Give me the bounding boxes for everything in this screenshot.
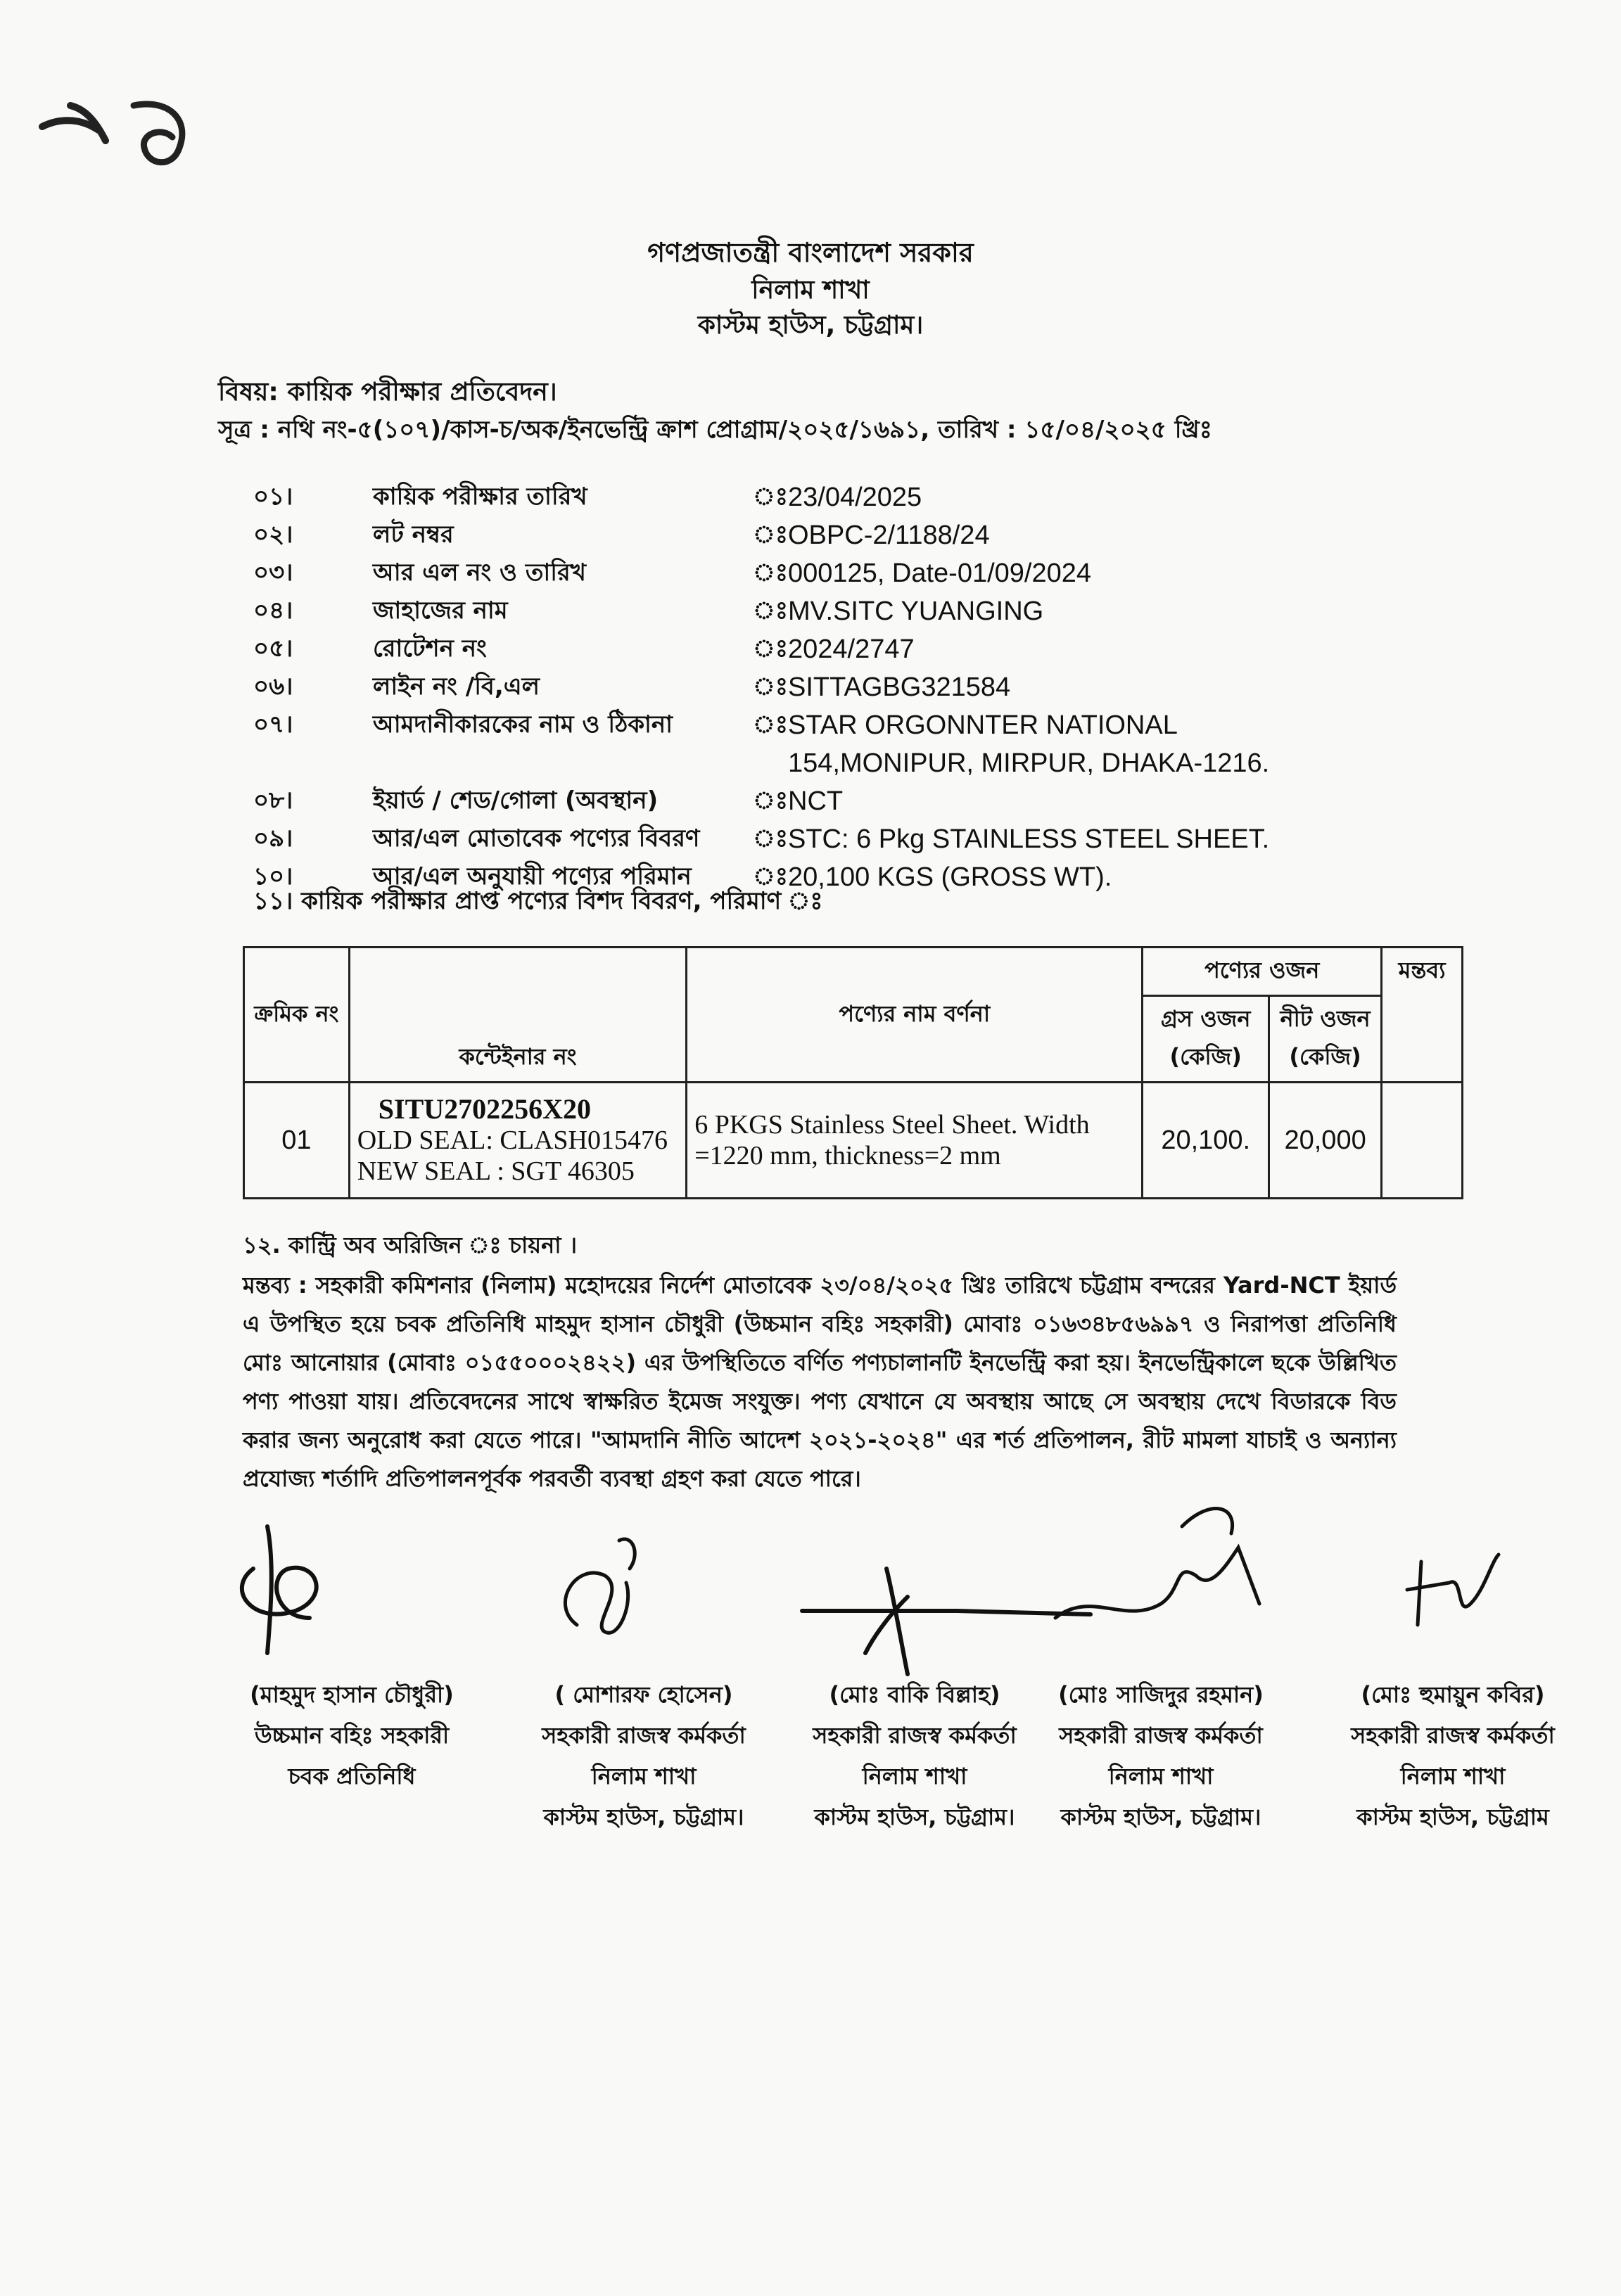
signatures	[211, 1484, 1604, 1695]
field-number: ০১।	[253, 483, 293, 511]
field-colon: ঃ	[753, 710, 788, 739]
field-colon: ঃ	[753, 672, 788, 701]
container-number: SITU2702256X20	[378, 1093, 592, 1125]
signer-line3: নিলাম শাখা	[591, 1763, 697, 1790]
table-row	[244, 1083, 1463, 1199]
signature-3	[802, 1569, 1091, 1674]
header-serial: ক্রমিক নং	[244, 948, 350, 1083]
signer-name: (মোঃ সাজিদুর রহমান)	[1058, 1681, 1264, 1708]
signer-line3: নিলাম শাখা	[862, 1763, 967, 1790]
signer-name: ( মোশারফ হোসেন)	[554, 1681, 733, 1708]
field-row	[239, 592, 1379, 630]
field-number: ০৬।	[253, 672, 293, 701]
signature-1	[242, 1526, 317, 1653]
field-label: আর/এল অনুযায়ী পণ্যের পরিমান	[373, 862, 692, 891]
field-row	[239, 630, 1379, 668]
field-colon: ঃ	[753, 862, 788, 891]
field-row	[239, 820, 1379, 858]
field-label: লট নম্বর	[373, 521, 454, 549]
field-number: ০২।	[253, 521, 293, 549]
header-branch: নিলাম শাখা	[751, 276, 870, 305]
field-row	[239, 668, 1379, 706]
importer-name: STAR ORGONNTER NATIONAL	[788, 710, 1178, 740]
signature-5	[1407, 1555, 1499, 1625]
field-row	[239, 782, 1379, 820]
cell-goods-description: 6 PKGS Stainless Steel Sheet. Width =1220 mm, thickness=2 mm	[687, 1083, 1143, 1199]
signer-5	[1316, 1674, 1590, 1837]
importer-address: 154,MONIPUR, MIRPUR, DHAKA-1216.	[788, 748, 1270, 778]
handwritten-page-number	[28, 77, 204, 183]
header-weight: পণ্যের ওজন	[1143, 948, 1382, 996]
field-number: ০৫।	[253, 634, 293, 663]
header-government: গণপ্রজাতন্ত্রী বাংলাদেশ সরকার	[647, 237, 974, 268]
signer-title: সহকারী রাজস্ব কর্মকর্তা	[1059, 1722, 1263, 1749]
field-list	[239, 478, 1379, 896]
field-colon: ঃ	[753, 824, 788, 853]
header-goods: পণ্যের নাম বর্ণনা	[687, 948, 1143, 1083]
field-value: 2024/2747	[788, 634, 915, 664]
field-label: জাহাজের নাম	[373, 597, 508, 625]
field-label: লাইন নং /বি,এল	[373, 672, 540, 701]
signer-line4: কাস্টম হাউস, চট্টগ্রাম।	[543, 1804, 744, 1830]
signer-4	[1034, 1674, 1288, 1837]
field-number: ১০।	[253, 862, 293, 891]
signer-line3: চবক প্রতিনিধি	[288, 1763, 416, 1790]
new-seal: NEW SEAL : SGT 46305	[357, 1156, 635, 1186]
old-seal: OLD SEAL: CLASH015476	[357, 1125, 668, 1155]
field-colon: ঃ	[753, 521, 788, 549]
header-remarks: মন্তব্য	[1382, 948, 1463, 1083]
header-office: কাস্টম হাউস, চট্টগ্রাম।	[697, 311, 924, 340]
field-value: MV.SITC YUANGING	[788, 597, 1044, 626]
cell-remarks	[1382, 1083, 1463, 1199]
header-gross: গ্রস ওজন (কেজি)	[1143, 996, 1269, 1083]
field-value: 000125, Date-01/09/2024	[788, 559, 1092, 588]
signature-4	[1055, 1509, 1259, 1618]
field-colon: ঃ	[753, 786, 788, 815]
cell-serial: 01	[244, 1083, 350, 1199]
field-value: OBPC-2/1188/24	[788, 521, 990, 550]
signer-line3: নিলাম শাখা	[1400, 1763, 1506, 1790]
field-number: ০৩।	[253, 559, 293, 587]
subject-line: বিষয়: কায়িক পরীক্ষার প্রতিবেদন।	[218, 378, 557, 407]
country-of-origin: ১২. কান্ট্রি অব অরিজিন ঃ চায়না ।	[243, 1232, 578, 1258]
field-label: আর এল নং ও তারিখ	[373, 559, 586, 587]
field-number: ০৮।	[253, 786, 293, 815]
field-colon: ঃ	[753, 483, 788, 511]
field-label: কায়িক পরীক্ষার তারিখ	[373, 483, 587, 511]
signer-line3: নিলাম শাখা	[1108, 1763, 1214, 1790]
field-label: রোটেশন নং	[373, 634, 487, 663]
table-header-row	[244, 948, 1463, 996]
cell-gross-weight: 20,100.	[1143, 1083, 1269, 1199]
signer-title: সহকারী রাজস্ব কর্মকর্তা	[542, 1722, 746, 1749]
signature-2	[565, 1539, 635, 1633]
section-11-heading: ১১। কায়িক পরীক্ষার প্রাপ্ত পণ্যের বিশদ বিবরণ, পরিমাণ ঃ	[253, 887, 823, 915]
field-label: ইয়ার্ড / শেড/গোলা (অবস্থান)	[373, 786, 659, 815]
signer-3	[788, 1674, 1041, 1837]
signer-title: উচ্চমান বহিঃ সহকারী	[254, 1722, 450, 1749]
field-value: 20,100 KGS (GROSS WT).	[788, 862, 1112, 892]
header-net: নীট ওজন (কেজি)	[1269, 996, 1382, 1083]
signer-2	[507, 1674, 781, 1837]
field-label: আর/এল মোতাবেক পণ্যের বিবরণ	[373, 824, 700, 853]
field-value: SITTAGBG321584	[788, 672, 1011, 702]
goods-table	[243, 946, 1463, 1199]
field-colon: ঃ	[753, 559, 788, 587]
field-row	[239, 706, 1379, 782]
field-value: NCT	[788, 786, 844, 816]
signer-line4: কাস্টম হাউস, চট্টগ্রাম।	[1060, 1804, 1261, 1830]
signer-name: (মাহমুদ হাসান চৌধুরী)	[250, 1681, 454, 1708]
field-number: ০৪।	[253, 597, 293, 625]
signer-title: সহকারী রাজস্ব কর্মকর্তা	[1351, 1722, 1555, 1749]
field-colon: ঃ	[753, 597, 788, 625]
signer-1	[218, 1674, 485, 1797]
signer-name: (মোঃ বাকি বিল্লাহ)	[829, 1681, 1000, 1708]
cell-container	[349, 1083, 686, 1199]
field-row	[239, 516, 1379, 554]
field-colon: ঃ	[753, 634, 788, 663]
remarks-paragraph: মন্তব্য : সহকারী কমিশনার (নিলাম) মহোদয়ের নির্দেশ মোতাবেক ২৩/০৪/২০২৫ খ্রিঃ তারিখে চট্টগ্রাম বন্দরের Yard-NCT ইয়ার্ড এ উপস্থিত হয়ে চবক প্রতিনিধি মাহমুদ হাসান চৌধুরী (উচ্চমান বহিঃ সহকারী) মোবাঃ ০১৬৩৪৮৫৬৯৯৭ ও নিরাপত্তা প্রতিনিধি মোঃ আনোয়ার (মোবাঃ ০১৫৫০০০২৪২২) এর উপস্থিতিতে বর্ণিত পণ্যচালানটি ইনভেন্ট্রি করা হয়। ইনভেন্ট্রিকালে ছকে উল্লিখিত পণ্য পাওয়া যায়। প্রতিবেদনের সাথে স্বাক্ষরিত ইমেজ সংযুক্ত। পণ্য যেখানে যে অবস্থায় আছে সে অবস্থায় দেখে বিডারকে বিড করার জন্য অনুরোধ করা যেতে পারে। "আমদানি নীতি আদেশ ২০২১-২০২৪" এর শর্ত প্রতিপালন, রীট মামলা যাচাই ও অন্যান্য প্রযোজ্য শর্তাদি প্রতিপালনপূর্বক পরবর্তী ব্যবস্থা গ্রহণ করা যেতে পারে।	[243, 1272, 1397, 1492]
signer-name: (মোঃ হুমায়ুন কবির)	[1361, 1681, 1545, 1708]
field-row	[239, 554, 1379, 592]
reference-line: সূত্র : নথি নং-৫(১০৭)/কাস-চ/অক/ইনভেন্ট্রি ক্রাশ প্রোগ্রাম/২০২৫/১৬৯১, তারিখ : ১৫/০৪/২০২৫ খ্রিঃ	[218, 416, 1212, 444]
field-value: STC: 6 Pkg STAINLESS STEEL SHEET.	[788, 824, 1270, 854]
cell-net-weight: 20,000	[1269, 1083, 1382, 1199]
field-value: 23/04/2025	[788, 483, 922, 512]
header-container: কন্টেইনার নং	[349, 948, 686, 1083]
field-label: আমদানীকারকের নাম ও ঠিকানা	[373, 710, 673, 739]
field-row	[239, 478, 1379, 516]
signer-title: সহকারী রাজস্ব কর্মকর্তা	[813, 1722, 1017, 1749]
field-value	[788, 706, 1269, 782]
signer-line4: কাস্টম হাউস, চট্টগ্রাম।	[814, 1804, 1015, 1830]
signer-line4: কাস্টম হাউস, চট্টগ্রাম	[1356, 1804, 1549, 1830]
field-number: ০৯।	[253, 824, 293, 853]
field-number: ০৭।	[253, 710, 293, 739]
